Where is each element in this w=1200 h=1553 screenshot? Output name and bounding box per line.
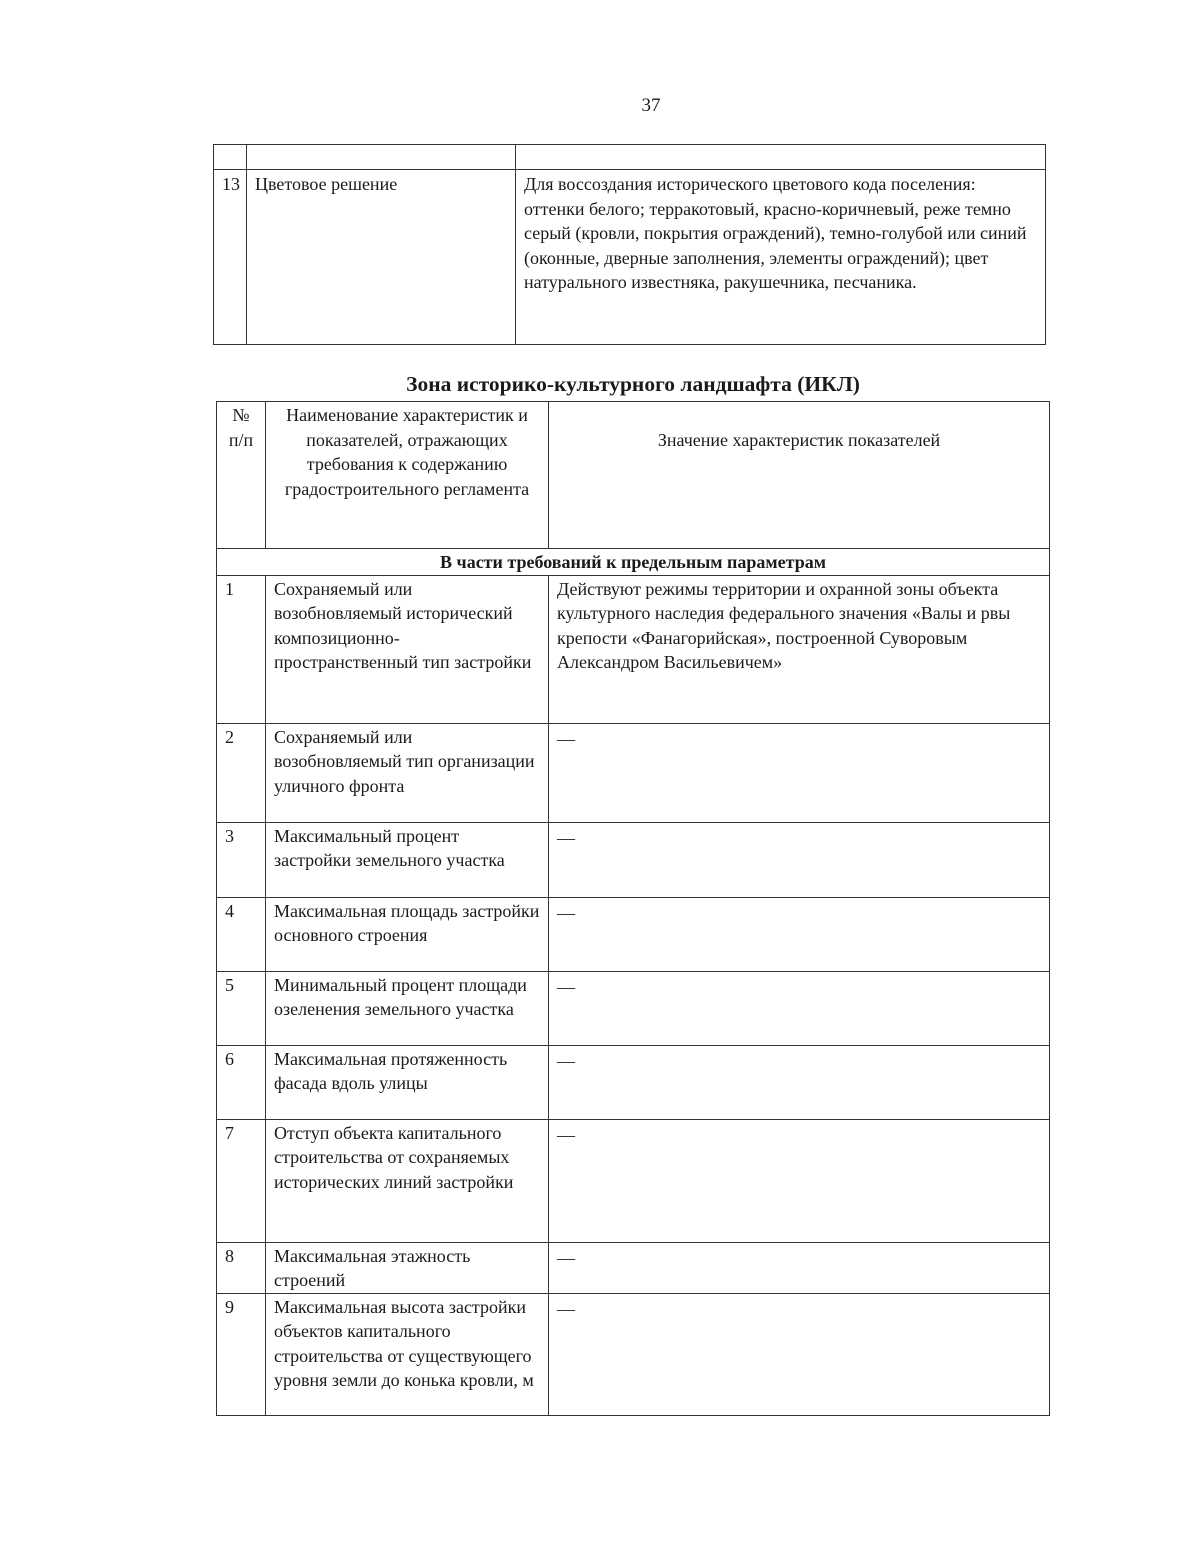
row-value: Действуют режимы территории и охранной зоны объекта культурного наследия федерального значения «Валы и рвы крепости «Фанагорийская», построенной Суворовым Александром Васильевичем» <box>549 575 1050 723</box>
table-row <box>217 575 1050 723</box>
value-dash: — <box>557 1124 575 1145</box>
row-name: Максимальный процент застройки земельного участка <box>266 822 549 897</box>
row-name: Отступ объекта капитального строительства от сохраняемых исторических линий застройки <box>266 1119 549 1242</box>
row-value <box>549 897 1050 971</box>
row-number: 3 <box>217 822 266 897</box>
row-value <box>549 1293 1050 1415</box>
header-name: Наименование характеристик и показателей, отражающих требования к содержанию градостроительного регламента <box>266 402 549 549</box>
header-value: Значение характеристик показателей <box>549 402 1050 549</box>
table-row <box>217 1242 1050 1293</box>
section-title: Зона историко-культурного ландшафта (ИКЛ) <box>406 372 860 396</box>
table-row <box>217 1045 1050 1119</box>
row-name: Максимальная протяженность фасада вдоль улицы <box>266 1045 549 1119</box>
row-name: Максимальная площадь застройки основного строения <box>266 897 549 971</box>
row-name: Максимальная этажность строений <box>266 1242 549 1293</box>
row-number: 5 <box>217 971 266 1045</box>
row-number: 1 <box>217 575 266 723</box>
row-number: 7 <box>217 1119 266 1242</box>
row-value: Для воссоздания исторического цветового кода поселения: оттенки белого; терракотовый, красно-коричневый, реже темно серый (кровли, покрытия ограждений), темно-голубой или синий (оконные, дверные заполнения, элементы ограждений); цвет натурального известняка, ракушечника, песчаника. <box>516 170 1046 345</box>
table-cell <box>516 145 1046 170</box>
row-name: Сохраняемый или возобновляемый исторический композиционно-пространственный тип застройки <box>266 575 549 723</box>
row-name: Минимальный процент площади озеленения земельного участка <box>266 971 549 1045</box>
row-number: 6 <box>217 1045 266 1119</box>
subheader: В части требований к предельным параметрам <box>217 549 1050 576</box>
top-table <box>213 144 1046 345</box>
page-number: 37 <box>641 95 661 116</box>
row-value <box>549 1119 1050 1242</box>
table-row <box>214 170 1046 345</box>
row-number: 2 <box>217 723 266 822</box>
value-dash: — <box>557 976 575 997</box>
value-dash: — <box>557 1050 575 1071</box>
value-dash: — <box>557 902 575 923</box>
row-name: Сохраняемый или возобновляемый тип организации уличного фронта <box>266 723 549 822</box>
header-num: № п/п <box>217 402 266 549</box>
table-subheader-row <box>217 549 1050 576</box>
table-cell <box>247 145 516 170</box>
value-dash: — <box>557 1247 575 1268</box>
row-value <box>549 822 1050 897</box>
table-row <box>214 145 1046 170</box>
row-value <box>549 1045 1050 1119</box>
row-value <box>549 723 1050 822</box>
table-row <box>217 822 1050 897</box>
row-number: 8 <box>217 1242 266 1293</box>
row-value <box>549 1242 1050 1293</box>
main-table <box>216 401 1050 1416</box>
row-number: 13 <box>214 170 247 345</box>
value-dash: — <box>557 728 575 749</box>
row-name: Максимальная высота застройки объектов капитального строительства от существующего уровня земли до конька кровли, м <box>266 1293 549 1415</box>
table-row <box>217 971 1050 1045</box>
table-row <box>217 723 1050 822</box>
row-value <box>549 971 1050 1045</box>
row-name: Цветовое решение <box>247 170 516 345</box>
table-row <box>217 1119 1050 1242</box>
table-header-row <box>217 402 1050 549</box>
table-cell <box>214 145 247 170</box>
value-dash: — <box>557 1298 575 1319</box>
row-number: 4 <box>217 897 266 971</box>
value-dash: — <box>557 827 575 848</box>
table-row <box>217 897 1050 971</box>
table-row <box>217 1293 1050 1415</box>
row-number: 9 <box>217 1293 266 1415</box>
